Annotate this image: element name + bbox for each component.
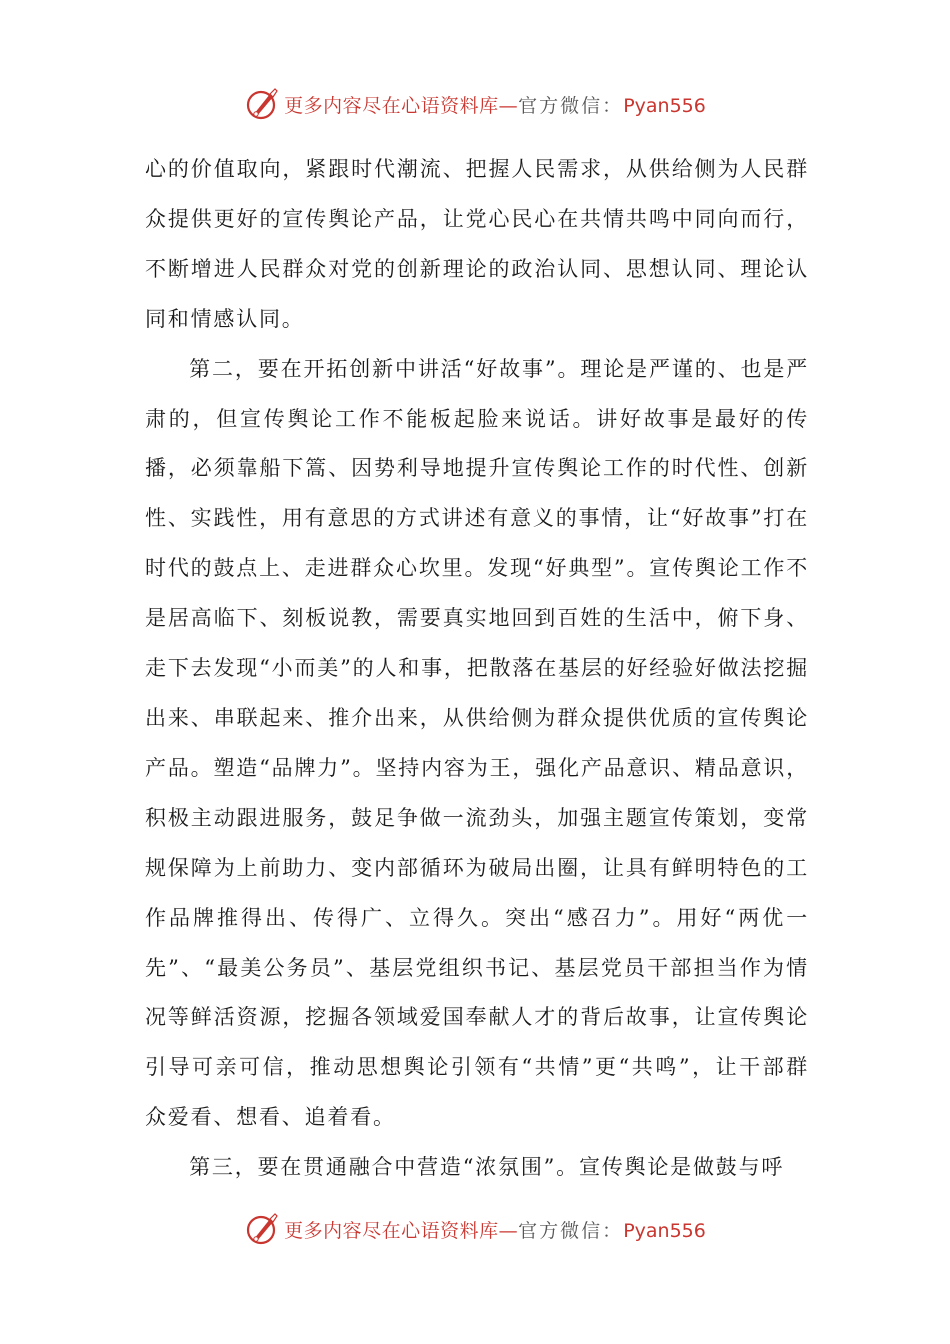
watermark-wechat-label: 官方微信： [518, 1219, 624, 1242]
document-body [145, 145, 809, 1193]
header-watermark-banner [0, 84, 950, 124]
paragraph-continuation: 心的价值取向，紧跟时代潮流、把握人民需求，从供给侧为人民群众提供更好的宣传舆论产品，让党心民心在共情共鸣中同向而行，不断增进人民群众对党的创新理论的政治认同、思想认同、理论认同和情感认同。 [145, 157, 809, 331]
watermark-dash: — [498, 94, 519, 117]
watermark-text [284, 91, 706, 118]
watermark-main-text: 更多内容尽在心语资料库 [284, 1219, 499, 1242]
pen-circle-logo-icon [244, 86, 280, 122]
watermark-wechat-id: Pyan556 [623, 94, 706, 117]
pen-circle-logo-icon [244, 1211, 280, 1247]
watermark-wechat-label: 官方微信： [518, 94, 624, 117]
watermark-dash: — [498, 1219, 519, 1242]
paragraph-third-point: 第三，要在贯通融合中营造“浓氛围”。宣传舆论是做鼓与呼 [189, 1155, 785, 1180]
watermark-main-text: 更多内容尽在心语资料库 [284, 94, 499, 117]
footer-watermark-banner [0, 1209, 950, 1249]
watermark-wechat-id: Pyan556 [623, 1219, 706, 1242]
watermark-text [284, 1216, 706, 1243]
paragraph-second-point: 第二，要在开拓创新中讲活“好故事”。理论是严谨的、也是严肃的，但宣传舆论工作不能板起脸来说话。讲好故事是最好的传播，必须靠船下篙、因势利导地提升宣传舆论工作的时代性、创新性、实践性，用有意思的方式讲述有意义的事情，让“好故事”打在时代的鼓点上、走进群众心坎里。发现“好典型”。宣传舆论工作不是居高临下、刻板说教，需要真实地回到百姓的生活中，俯下身、走下去发现“小而美”的人和事，把散落在基层的好经验好做法挖掘出来、串联起来、推介出来，从供给侧为群众提供优质的宣传舆论产品。塑造“品牌力”。坚持内容为王，强化产品意识、精品意识，积极主动跟进服务，鼓足争做一流劲头，加强主题宣传策划，变常规保障为上前助力、变内部循环为破局出圈，让具有鲜明特色的工作品牌推得出、传得广、立得久。突出“感召力”。用好“两优一先”、“最美公务员”、基层党组织书记、基层党员干部担当作为情况等鲜活资源，挖掘各领域爱国奉献人才的背后故事，让宣传舆论引导可亲可信，推动思想舆论引领有“共情”更“共鸣”，让干部群众爱看、想看、追着看。 [145, 356, 809, 1130]
